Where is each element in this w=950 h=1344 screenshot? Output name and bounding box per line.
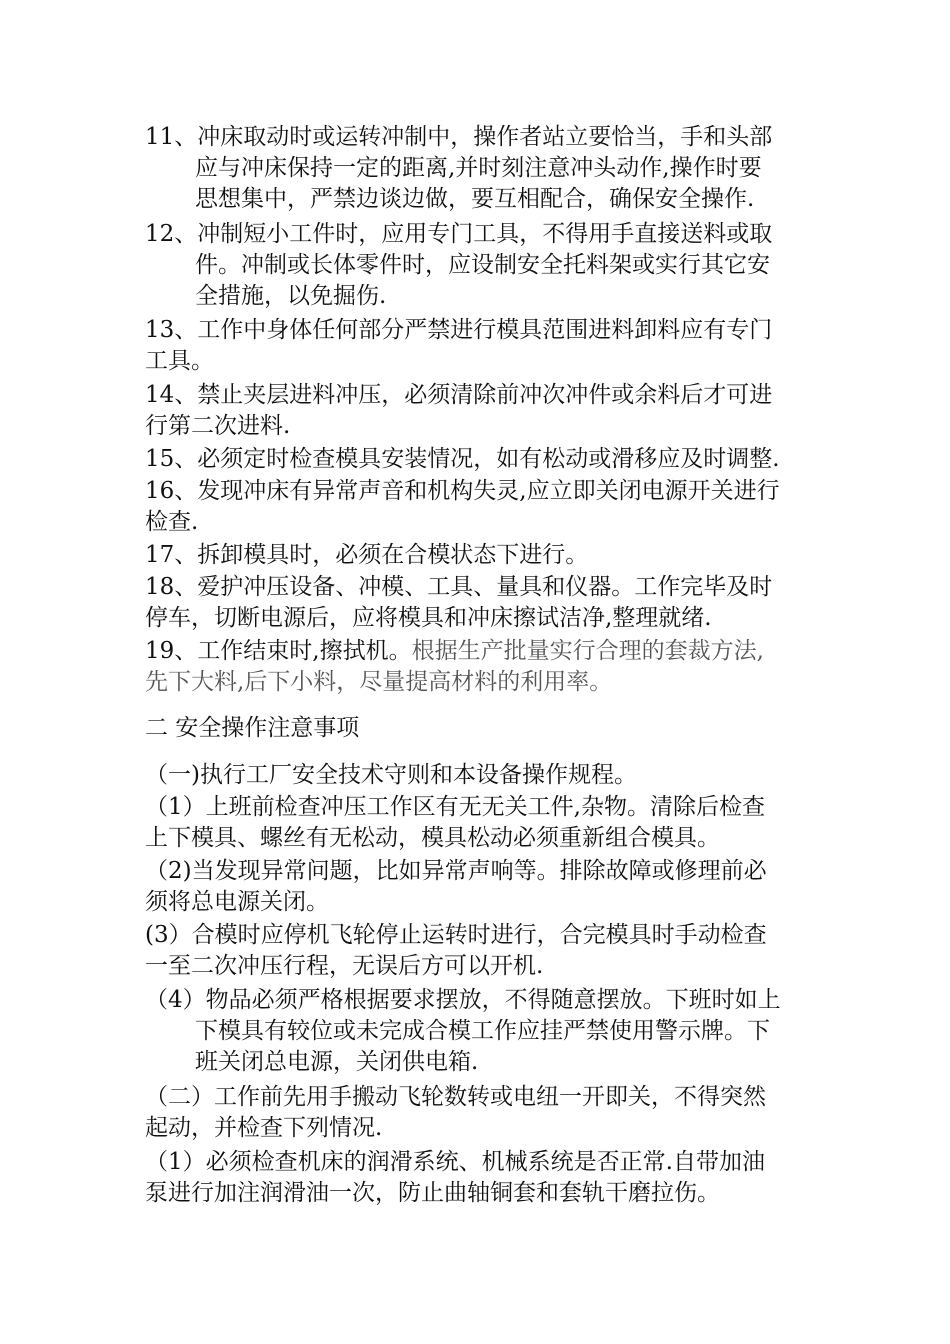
rule-item-14	[145, 380, 815, 442]
text-line: 全措施，以免掘伤.	[195, 283, 387, 309]
text-run-grey: 根据生产批量实行合理的套裁方法,	[411, 638, 764, 664]
text-line: 17、拆卸模具时，必须在合模状态下进行。	[145, 542, 589, 568]
note-4	[145, 985, 815, 1078]
rule-item-17	[145, 540, 815, 571]
text-line: 15、必须定时检查模具安装情况，如有松动或滑移应及时调整.	[145, 446, 780, 472]
text-line: 停车，切断电源后，应将模具和冲床擦试洁净,整理就绪.	[145, 605, 712, 631]
note-1	[145, 792, 815, 854]
text-line: 班关闭总电源，关闭供电箱.	[195, 1049, 479, 1075]
rule-item-18	[145, 572, 815, 634]
text-line: 检查.	[145, 509, 199, 535]
text-line: （1）上班前检查冲压工作区有无无关工件,杂物。清除后检查	[145, 794, 765, 820]
section-title: 二 安全操作注意事项	[145, 715, 360, 741]
text-line: 12、冲制短小工件时，应用专门工具，不得用手直接送料或取	[145, 221, 773, 247]
rule-item-16	[145, 476, 815, 538]
note-3	[145, 920, 815, 982]
rule-item-12	[145, 219, 815, 312]
text-line: (3）合模时应停机飞轮停止运转时进行，合完模具时手动检查	[145, 922, 767, 948]
text-line: （二）工作前先用手搬动飞轮数转或电纽一开即关，不得突然	[145, 1084, 766, 1110]
text-line: 下模具有较位或未完成合模工作应挂严禁使用警示牌。下	[195, 1018, 770, 1044]
text-line: 上下模具、螺丝有无松动，模具松动必须重新组合模具。	[145, 825, 720, 851]
text-line: 13、工作中身体任何部分严禁进行模具范围进料卸料应有专门	[145, 317, 773, 343]
text-line: 11、冲床取动时或运转冲制中，操作者站立要恰当，手和头部	[145, 124, 773, 150]
note-section-2	[145, 1082, 815, 1144]
text-line: 须将总电源关闭。	[145, 889, 329, 915]
text-line: 一至二次冲压行程，无误后方可以开机.	[145, 953, 544, 979]
text-line: 泵进行加注润滑油一次，防止曲轴铜套和套轨干磨拉伤。	[145, 1180, 720, 1206]
text-line: 起动，并检查下列情况.	[145, 1115, 383, 1141]
text-line: 行第二次进料.	[145, 413, 291, 439]
text-run: 19、工作结束时,擦拭机。	[145, 638, 412, 664]
text-line	[145, 636, 815, 667]
text-line: 14、禁止夹层进料冲压，必须清除前冲次冲件或余料后才可进	[145, 382, 773, 408]
text-line: （4）物品必须严格根据要求摆放，不得随意摆放。下班时如上	[145, 987, 781, 1013]
text-line: 18、爱护冲压设备、冲模、工具、量具和仪器。工作完毕及时	[145, 574, 773, 600]
note-general	[145, 760, 815, 791]
text-line: （1）必须检查机床的润滑系统、机械系统是否正常.自带加油	[145, 1149, 765, 1175]
text-line: 应与冲床保持一定的距离,并时刻注意冲头动作,操作时要	[195, 155, 762, 181]
text-line: （一)执行工厂安全技术守则和本设备操作规程。	[145, 762, 637, 788]
rule-item-19	[145, 636, 815, 698]
text-line: 先下大料,后下小料，尽量提高材料的利用率。	[145, 669, 613, 695]
text-line: 16、发现冲床有异常声音和机构失灵,应立即关闭电源开关进行	[145, 478, 780, 504]
text-line: 工具。	[145, 348, 214, 374]
rule-item-11	[145, 122, 815, 215]
text-line: （2)当发现异常问题，比如异常声响等。排除故障或修理前必	[145, 858, 767, 884]
note-2	[145, 856, 815, 918]
text-line: 件。冲制或长体零件时，应设制安全托料架或实行其它安	[195, 252, 770, 278]
note-section-2-1	[145, 1147, 815, 1209]
text-line: 思想集中，严禁边谈边做，要互相配合，确保安全操作.	[195, 186, 755, 212]
rule-item-13	[145, 315, 815, 377]
rule-item-15	[145, 444, 815, 475]
